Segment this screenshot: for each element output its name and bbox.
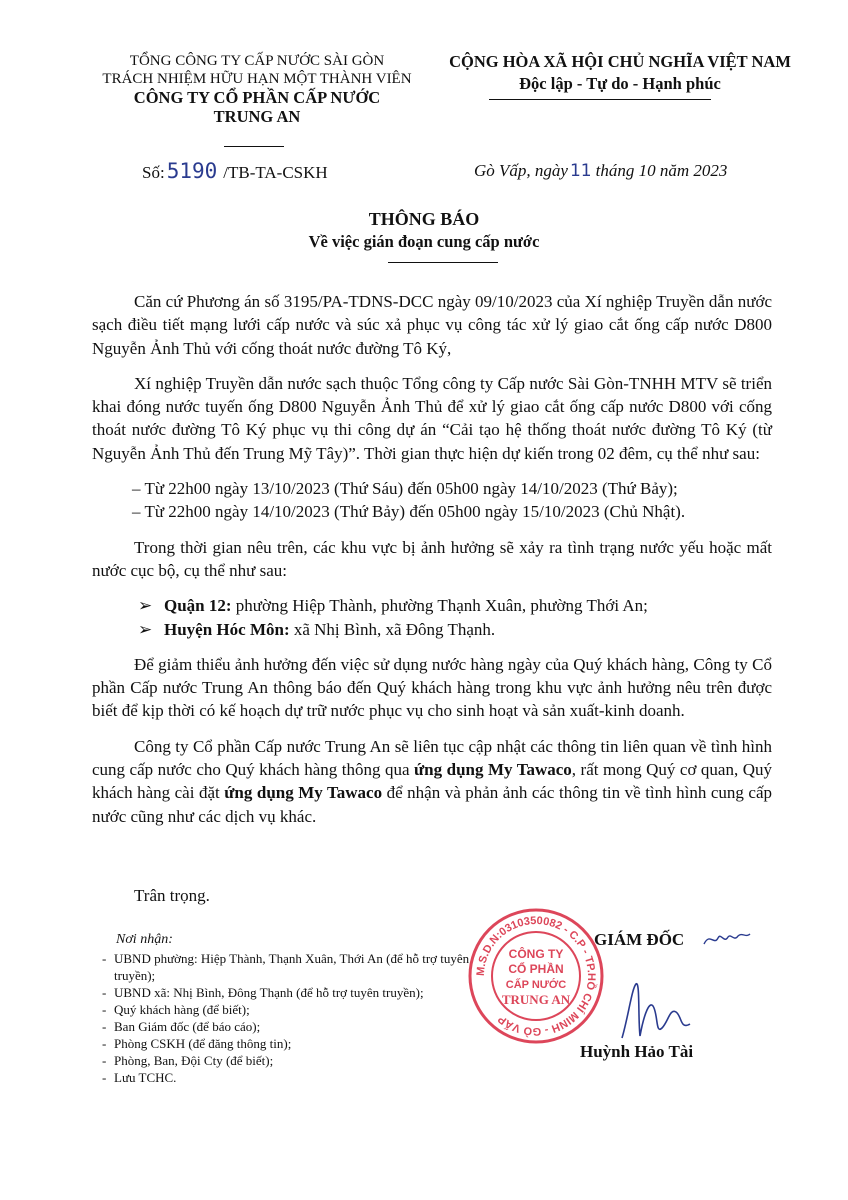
document-number bbox=[142, 160, 328, 184]
schedule-item-1: – Từ 22h00 ngày 13/10/2023 (Thứ Sáu) đến 05h00 ngày 14/10/2023 (Thứ Bảy); bbox=[132, 479, 678, 499]
recipient-item: - Phòng CSKH (để đăng thông tin); bbox=[100, 1035, 500, 1052]
doc-number-suffix: /TB-TA-CSKH bbox=[223, 163, 328, 182]
recipient-item: - Lưu TCHC. bbox=[100, 1069, 500, 1086]
affected-area-1 bbox=[92, 594, 772, 617]
issuer-parent-line1: TỔNG CÔNG TY CẤP NƯỚC SÀI GÒN bbox=[129, 53, 385, 69]
arrow-bullet-icon: ➢ bbox=[138, 619, 153, 639]
app-name-bold: ứng dụng My Tawaco bbox=[413, 760, 572, 780]
company-seal-icon bbox=[466, 906, 606, 1046]
handwritten-signature-icon bbox=[610, 978, 700, 1048]
seal-ring-text: M.S.D.N:0310350082 - C.P - TP.HỒ CHÍ MINH - GÒ VẤP bbox=[474, 914, 598, 1038]
date-suffix: tháng 10 năm 2023 bbox=[595, 161, 728, 180]
closing-regards: Trân trọng. bbox=[134, 886, 210, 905]
body-paragraph-5 bbox=[92, 735, 772, 828]
signer-name: Huỳnh Hảo Tài bbox=[580, 1042, 694, 1061]
para5-text-c: , rất mong Quý cơ quan, Quý khách hàng cài đặt bbox=[92, 760, 772, 803]
national-header bbox=[430, 52, 810, 94]
recipient-item: - UBND phường: Hiệp Thành, Thạnh Xuân, Thới An (để hỗ trợ tuyên truyền); bbox=[100, 950, 500, 984]
seal-line-3: CẤP NƯỚC bbox=[505, 979, 567, 991]
area-name: Quận 12: bbox=[164, 596, 232, 616]
issuer-underline bbox=[224, 146, 284, 147]
seal-line-4: TRUNG AN bbox=[501, 992, 571, 1007]
document-subtitle: Về việc gián đoạn cung cấp nước bbox=[308, 232, 540, 251]
doc-number-value: 5190 bbox=[166, 159, 218, 183]
date-day: 11 bbox=[569, 161, 592, 181]
issuer-parent-line2: TRÁCH NHIỆM HỮU HẠN MỘT THÀNH VIÊN bbox=[102, 71, 412, 87]
area-detail: xã Nhị Bình, xã Đông Thạnh. bbox=[289, 619, 496, 639]
recipients-title: Nơi nhận: bbox=[116, 932, 173, 947]
issuer-header bbox=[92, 52, 422, 126]
document-body bbox=[92, 290, 772, 840]
para5-text-e: để nhận và phản ảnh các thông tin về tình hình cung cấp nước cũng như các dịch vụ khác. bbox=[92, 783, 773, 826]
affected-area-2 bbox=[92, 618, 772, 641]
recipient-item: - UBND xã: Nhị Bình, Đông Thạnh (để hỗ trợ tuyên truyền); bbox=[100, 984, 500, 1001]
issuer-company-line1: CÔNG TY CỔ PHẦN CẤP NƯỚC bbox=[133, 88, 381, 107]
motto-underline bbox=[489, 99, 711, 100]
issuer-company-line2: TRUNG AN bbox=[213, 107, 301, 126]
arrow-bullet-icon: ➢ bbox=[138, 596, 153, 616]
recipient-item: - Ban Giám đốc (để báo cáo); bbox=[100, 1018, 500, 1035]
body-paragraph-3: Trong thời gian nêu trên, các khu vực bị ảnh hưởng sẽ xảy ra tình trạng nước yếu hoặc mất nước cục bộ, cụ thể như sau: bbox=[92, 537, 772, 580]
document-title: THÔNG BÁO bbox=[368, 209, 480, 229]
seal-line-1: CÔNG TY bbox=[508, 947, 564, 961]
document-date bbox=[474, 160, 727, 182]
recipients-list bbox=[100, 950, 500, 1086]
para5-text-a: Công ty Cổ phần Cấp nước Trung An sẽ liên tục cập nhật các thông tin liên quan về tình hình cung cấp nước cho Quý khách hàng thông qua bbox=[92, 736, 772, 780]
area-name: Huyện Hóc Môn: bbox=[164, 619, 290, 639]
national-title: CỘNG HÒA XÃ HỘI CHỦ NGHĨA VIỆT NAM bbox=[449, 52, 791, 71]
seal-line-2: CỔ PHẦN bbox=[508, 962, 564, 976]
doc-number-prefix: Số: bbox=[142, 163, 165, 182]
initials-scribble-icon bbox=[702, 928, 752, 950]
app-name-bold: ứng dụng My Tawaco bbox=[224, 783, 383, 803]
recipient-item: - Quý khách hàng (để biết); bbox=[100, 1001, 500, 1018]
date-prefix: Gò Vấp, ngày bbox=[474, 161, 568, 180]
title-underline bbox=[388, 262, 498, 263]
signer-title: GIÁM ĐỐC bbox=[594, 930, 685, 949]
national-motto: Độc lập - Tự do - Hạnh phúc bbox=[519, 74, 721, 93]
body-paragraph-2: Xí nghiệp Truyền dẫn nước sạch thuộc Tổng công ty Cấp nước Sài Gòn-TNHH MTV sẽ triển khai đóng nước tuyến ống D800 Nguyễn Ảnh Thủ để xử lý giao cắt ống cấp nước D800 với cống thoát nước đường Tô Ký phục vụ thi công dự án “Cải tạo hệ thống thoát nước đường Tô Ký (từ Nguyễn Ảnh Thủ đến Trung Mỹ Tây)”. Thời gian thực hiện dự kiến trong 02 đêm, cụ thể như sau: bbox=[92, 373, 772, 463]
area-detail: phường Hiệp Thành, phường Thạnh Xuân, phường Thới An; bbox=[231, 596, 648, 616]
recipient-item: - Phòng, Ban, Đội Cty (để biết); bbox=[100, 1052, 500, 1069]
schedule-item-2: – Từ 22h00 ngày 14/10/2023 (Thứ Bảy) đến 05h00 ngày 15/10/2023 (Chủ Nhật). bbox=[132, 502, 686, 522]
body-paragraph-4: Để giảm thiểu ảnh hưởng đến việc sử dụng nước hàng ngày của Quý khách hàng, Công ty Cổ phần Cấp nước Trung An thông báo đến Quý khách hàng trong khu vực ảnh hưởng nêu trên được biết để kịp thời có kế hoạch dự trữ nước phục vụ cho sinh hoạt và sản xuất-kinh doanh. bbox=[92, 654, 772, 721]
body-paragraph-1: Căn cứ Phương án số 3195/PA-TDNS-DCC ngày 09/10/2023 của Xí nghiệp Truyền dẫn nước sạch điều tiết mạng lưới cấp nước và súc xả phục vụ công tác xử lý giao cắt ống cấp nước D800 Nguyễn Ảnh Thủ với cống thoát nước đường Tô Ký, bbox=[92, 292, 772, 358]
